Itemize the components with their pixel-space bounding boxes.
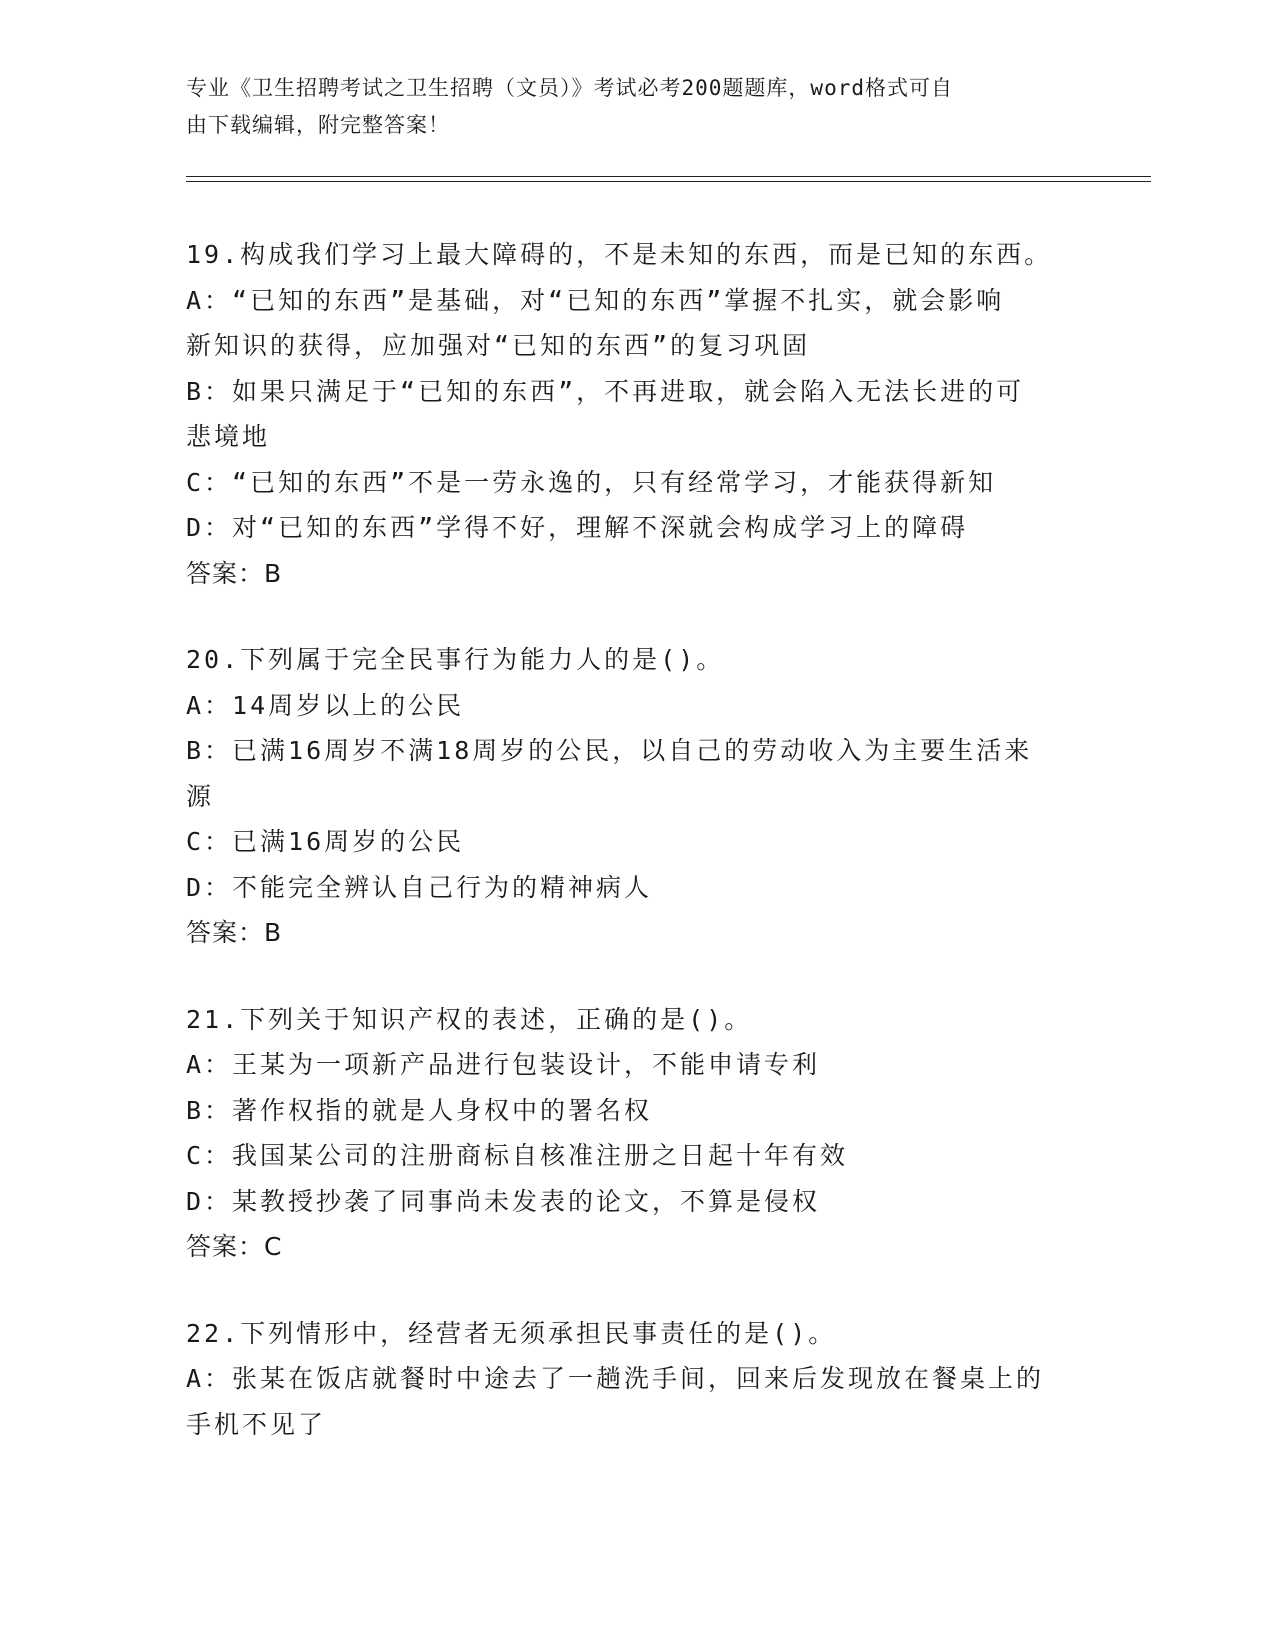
header-line-2: 由下载编辑，附完整答案！ — [186, 113, 450, 137]
question-19 — [186, 232, 1086, 596]
header-divider-bottom — [186, 181, 1151, 182]
option-d: D：某教授抄袭了同事尚未发表的论文，不算是侵权 — [186, 1186, 821, 1216]
header-line-1: 专业《卫生招聘考试之卫生招聘（文员）》考试必考200题题库，word格式可自 — [186, 76, 953, 100]
option-c: C：我国某公司的注册商标自核准注册之日起十年有效 — [186, 1141, 849, 1170]
option-a: A：“已知的东西”是基础，对“已知的东西”掌握不扎实，就会影响 — [186, 285, 1005, 315]
option-a-cont: 手机不见了 — [186, 1409, 327, 1439]
question-text: 21.下列关于知识产权的表述，正确的是()。 — [186, 1004, 753, 1034]
option-b-cont: 悲境地 — [186, 422, 271, 451]
option-a: A：王某为一项新产品进行包装设计，不能申请专利 — [186, 1050, 821, 1079]
answer: 答案：C — [186, 1232, 283, 1261]
option-b-cont: 源 — [186, 781, 215, 811]
question-text: 22.下列情形中，经营者无须承担民事责任的是()。 — [186, 1318, 837, 1348]
question-text: 19.构成我们学习上最大障碍的，不是未知的东西，而是已知的东西。 — [186, 240, 1053, 269]
option-b: B：著作权指的就是人身权中的署名权 — [186, 1095, 653, 1125]
answer: 答案：B — [186, 918, 283, 947]
option-c: C：“已知的东西”不是一劳永逸的，只有经常学习，才能获得新知 — [186, 467, 997, 497]
question-22 — [186, 1311, 1086, 1448]
question-20 — [186, 637, 1086, 956]
question-list — [186, 232, 1086, 1447]
question-text: 20.下列属于完全民事行为能力人的是()。 — [186, 645, 725, 674]
option-a: A：14周岁以上的公民 — [186, 690, 465, 720]
header-divider-top — [186, 176, 1151, 177]
option-d: D：不能完全辨认自己行为的精神病人 — [186, 872, 653, 902]
option-d: D：对“已知的东西”学得不好，理解不深就会构成学习上的障碍 — [186, 513, 969, 542]
option-a: A：张某在饭店就餐时中途去了一趟洗手间，回来后发现放在餐桌上的 — [186, 1364, 1045, 1393]
question-21 — [186, 997, 1086, 1270]
document-header — [186, 70, 1066, 144]
answer: 答案：B — [186, 558, 283, 588]
option-a-cont: 新知识的获得，应加强对“已知的东西”的复习巩固 — [186, 331, 811, 360]
option-c: C：已满16周岁的公民 — [186, 827, 465, 856]
option-b: B：已满16周岁不满18周岁的公民，以自己的劳动收入为主要生活来 — [186, 736, 1033, 765]
option-b: B：如果只满足于“已知的东西”，不再进取，就会陷入无法长进的可 — [186, 376, 1025, 406]
